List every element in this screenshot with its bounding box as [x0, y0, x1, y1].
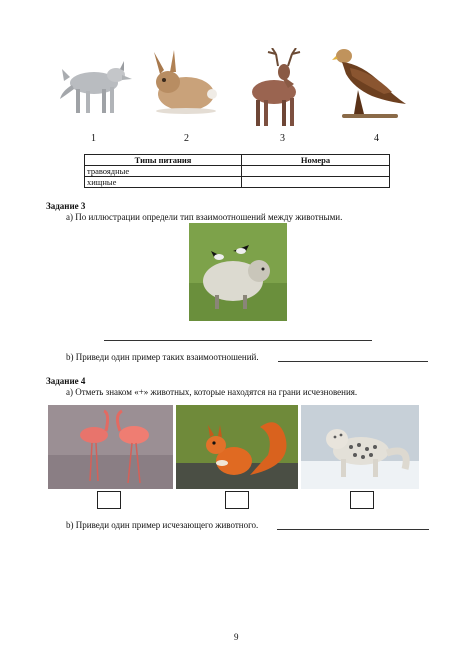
squirrel-checkbox[interactable] — [225, 491, 249, 509]
column-header: Типы питания — [85, 155, 242, 166]
task3-b-text: b) Приведи один пример таких взаимоотношений. — [66, 352, 259, 362]
snow-leopard-checkbox[interactable] — [350, 491, 374, 509]
rabbit-icon — [146, 48, 220, 116]
page-number: 9 — [234, 632, 239, 642]
task3-heading: Задание 3 — [46, 201, 86, 211]
table-row — [85, 166, 390, 177]
sheep-with-magpies-photo — [189, 223, 287, 321]
answer-line[interactable] — [278, 361, 428, 362]
flamingo-photo — [48, 405, 173, 489]
task3-a-text: a) По иллюстрации определи тип взаимоотношений между животными. — [66, 212, 343, 222]
wolf-icon — [58, 55, 132, 119]
feeding-types-table — [84, 154, 390, 188]
table-row — [85, 177, 390, 188]
squirrel-photo — [176, 405, 298, 489]
animal-number: 2 — [184, 133, 189, 144]
animal-number: 4 — [374, 133, 379, 144]
table-cell-type: травоядные — [85, 166, 242, 177]
task4-heading: Задание 4 — [46, 376, 86, 386]
table-header-row — [85, 155, 390, 166]
deer-icon — [244, 48, 320, 130]
task4-b-text: b) Приведи один пример исчезающего животного. — [66, 520, 259, 530]
flamingo-checkbox[interactable] — [97, 491, 121, 509]
eagle-icon — [332, 44, 410, 122]
table-cell-numbers[interactable] — [242, 177, 390, 188]
animal-number: 3 — [280, 133, 285, 144]
table-cell-numbers[interactable] — [242, 166, 390, 177]
snow-leopard-photo — [301, 405, 419, 489]
answer-line[interactable] — [277, 529, 429, 530]
animal-number: 1 — [91, 133, 96, 144]
table-cell-type: хищные — [85, 177, 242, 188]
answer-line[interactable] — [104, 340, 372, 341]
column-header: Номера — [242, 155, 390, 166]
task4-a-text: a) Отметь знаком «+» животных, которые находятся на грани исчезновения. — [66, 387, 358, 397]
